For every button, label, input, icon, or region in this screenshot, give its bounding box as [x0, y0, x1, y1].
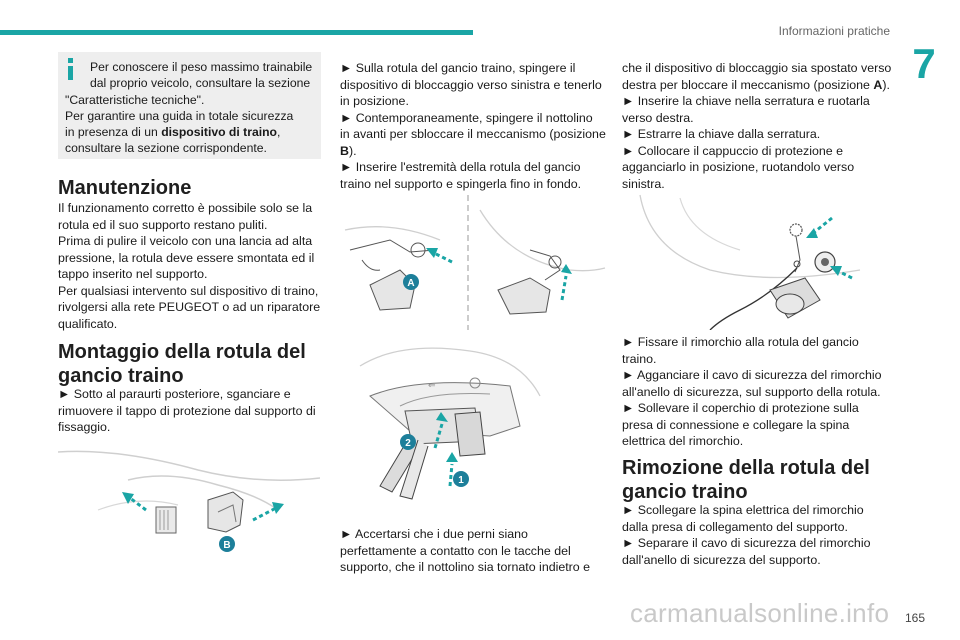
col3-mid-text	[622, 334, 912, 450]
callout-2: 2	[405, 438, 411, 449]
info-line: Per conoscere il peso massimo trainabile	[90, 60, 313, 74]
text-line: ► Inserire la chiave nella serratura e ruotarla	[622, 94, 870, 108]
figure-locking-mechanism	[340, 336, 608, 518]
svg-text:⇐: ⇐	[428, 380, 436, 390]
text-line: ► Sulla rotula del gancio traino, spingere il	[340, 61, 576, 75]
mounting-step-text	[58, 386, 323, 436]
col3-top-text	[622, 60, 912, 192]
info-line: Per garantire una guida in totale sicurezza	[65, 108, 294, 123]
section-title: Informazioni pratiche	[778, 24, 890, 38]
text-line: ► Contemporaneamente, spingere il nottolino	[340, 110, 593, 125]
text-line: Prima di pulire il veicolo con una lancia ad alta	[58, 234, 313, 248]
figure-protection-cap	[58, 440, 320, 560]
text-line: qualificato.	[58, 316, 118, 331]
page-number: 165	[905, 611, 926, 625]
text-line: ► Agganciare il cavo di sicurezza del rimorchio	[622, 368, 882, 382]
heading-mounting-line2: gancio traino	[58, 365, 184, 387]
text-line: ► Fissare il rimorchio alla rotula del gancio	[622, 335, 859, 349]
col3-bottom-text	[622, 502, 912, 568]
info-line: "Caratteristiche tecniche".	[65, 92, 205, 107]
text-line: ► Inserire l'estremità della rotula del gancio	[340, 160, 581, 174]
info-line: ,	[277, 125, 281, 140]
text-line: traino nel supporto e spingerla fino in fondo.	[340, 176, 582, 191]
text-line: fissaggio.	[58, 420, 111, 434]
callout-b: B	[223, 540, 231, 551]
text-line: rimuovere il tappo di protezione dal supporto di	[58, 403, 316, 418]
text-line: Il funzionamento corretto è possibile solo se la	[58, 201, 313, 215]
heading-maintenance: Manutenzione	[58, 177, 192, 199]
text-line: ► Separare il cavo di sicurezza del rimorchio	[622, 536, 871, 550]
text-line: all'anello di sicurezza, sul supporto della rotula.	[622, 384, 881, 399]
text-line: dispositivo di bloccaggio verso sinistra e tenerlo	[340, 77, 602, 92]
header-accent-bar	[0, 30, 473, 35]
text-line: supporto, che il nottolino sia tornato indietro e	[340, 560, 591, 574]
position-b-label: B	[340, 143, 349, 158]
info-line: consultare la sezione corrispondente.	[65, 141, 267, 156]
info-line: in presenza di un	[65, 125, 162, 140]
info-line: dal proprio veicolo, consultare la sezione	[90, 76, 311, 91]
text-line: in avanti per sbloccare il meccanismo (posizione	[340, 127, 606, 141]
heading-mounting-line1: Montaggio della rotula del	[58, 341, 306, 363]
position-a-label: A	[873, 77, 883, 92]
callout-1: 1	[458, 475, 464, 486]
col2-bottom-text	[340, 526, 610, 576]
text-line: che il dispositivo di bloccaggio sia spostato verso	[622, 61, 892, 75]
info-box	[58, 52, 321, 159]
text-line: perfettamente a contatto con le tacche del	[340, 543, 571, 558]
text-line: ► Estrarre la chiave dalla serratura.	[622, 127, 821, 141]
text-line: rivolgersi alla rete PEUGEOT o ad un riparatore	[58, 300, 321, 314]
heading-removal-line2: gancio traino	[622, 481, 748, 503]
text-line: ► Accertarsi che i due perni siano	[340, 527, 528, 541]
chapter-number: 7	[912, 40, 936, 87]
text-line: ► Collocare il cappuccio di protezione e	[622, 143, 843, 158]
text-line: elettrica del rimorchio.	[622, 434, 744, 448]
text-line: dall'anello di sicurezza del supporto.	[622, 552, 821, 567]
text-line: sinistra.	[622, 176, 665, 191]
text-line: in posizione.	[340, 94, 409, 108]
figure-ball-insertion	[340, 190, 608, 332]
info-bold-term: dispositivo di traino	[161, 125, 278, 140]
figure-safety-cable	[620, 190, 888, 330]
text-line: pressione, la rotula deve essere smontata ed il	[58, 250, 315, 265]
info-text	[65, 59, 319, 157]
text-line: ).	[882, 77, 890, 92]
text-line: tappo inserito nel supporto.	[58, 267, 208, 281]
text-line: Per qualsiasi intervento sul dispositivo di traino,	[58, 283, 319, 298]
text-line: verso destra.	[622, 110, 694, 125]
text-line: agganciarlo in posizione, ruotandolo verso	[622, 160, 855, 174]
text-line: ► Sotto al paraurti posteriore, sganciare e	[58, 387, 291, 401]
heading-removal-line1: Rimozione della rotula del	[622, 457, 870, 479]
text-line: traino.	[622, 351, 657, 366]
text-line: ).	[348, 143, 357, 158]
maintenance-text	[58, 200, 323, 332]
text-line: ► Sollevare il coperchio di protezione sulla	[622, 401, 859, 415]
text-line: ► Scollegare la spina elettrica del rimorchio	[622, 503, 864, 517]
text-line: presa di connessione e collegare la spina	[622, 417, 850, 432]
text-line: dalla presa di collegamento del supporto.	[622, 519, 848, 534]
watermark: carmanualsonline.info	[630, 598, 890, 628]
text-line: destra per bloccare il meccanismo (posizione	[622, 77, 874, 92]
callout-a: A	[407, 278, 415, 289]
col2-top-text	[340, 60, 610, 192]
text-line: rotula ed il suo supporto restano puliti.	[58, 217, 268, 232]
